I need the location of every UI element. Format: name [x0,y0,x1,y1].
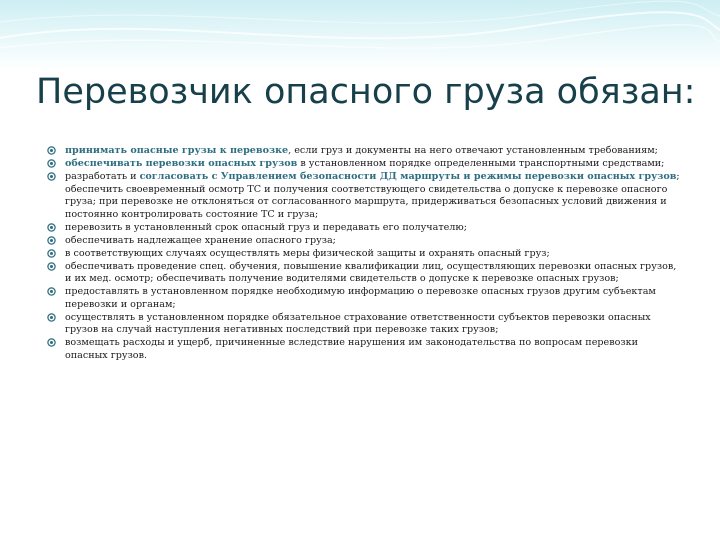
list-item [47,158,682,171]
item-text: разработать и [65,171,140,182]
highlighted-text: согласовать с Управлением безопасности ДД маршруты и режимы перевозки опасных грузов [139,171,677,182]
list-item [47,145,682,158]
item-text: обеспечивать надлежащее хранение опасного груза; [65,234,336,246]
diamond-ring-icon [47,262,56,271]
list-item [47,261,682,286]
wave-decoration [0,0,720,70]
diamond-ring-icon [47,223,56,232]
item-text: обеспечивать проведение спец. обучения, повышение квалификации лиц, осуществляющих перевозки опасных грузов, и их мед. осмотр; обеспечивать получение водителями свидетельств о допуске к перевозке опасных грузов; [65,260,677,284]
diamond-ring-icon [47,146,56,155]
highlighted-text: обеспечивать перевозки опасных грузов [65,158,298,169]
item-text: в соответствующих случаях осуществлять меры физической защиты и охранять опасный груз; [65,247,550,259]
list-item [47,235,682,248]
list-item [47,171,682,221]
list-item [47,337,682,362]
item-text: возмещать расходы и ущерб, причиненные вследствие нарушения им законодательства по вопросам перевозки опасных грузов. [65,337,639,361]
diamond-ring-icon [47,249,56,258]
diamond-ring-icon [47,236,56,245]
list-item [47,312,682,337]
diamond-ring-icon [47,287,56,296]
page-title: Перевозчик опасного груза обязан: [36,72,696,112]
item-text: осуществлять в установленном порядке обязательное страхование ответственности субъектов перевозки опасных грузов на случай наступления негативных последствий при перевозке таких грузов; [65,311,651,335]
diamond-ring-icon [47,313,56,322]
highlighted-text: принимать опасные грузы к перевозке [65,145,289,156]
diamond-ring-icon [47,172,56,181]
item-text: предоставлять в установленном порядке необходимую информацию о перевозке опасных грузов другим субъектам перевозки и органам; [65,286,656,310]
header-band [0,0,720,70]
diamond-ring-icon [47,338,56,347]
item-text: , если груз и документы на него отвечают установленным требованиям; [288,145,658,156]
bullet-list [47,145,682,363]
item-text: перевозить в установленный срок опасный груз и передавать его получателю; [65,221,467,233]
item-text: в установленном порядке определенными транспортными средствами; [297,158,665,169]
list-item [47,248,682,261]
list-item [47,222,682,235]
list-item [47,286,682,311]
item-text: ; обеспечить своевременный осмотр ТС и получения соответствующего свидетельства о допуске к перевозке опасного груза; при перевозке не отклоняться от согласованного маршрута, придерживаться безопасных условий движения и постоянно контролировать состояние ТС и груза; [65,171,680,220]
diamond-ring-icon [47,159,56,168]
